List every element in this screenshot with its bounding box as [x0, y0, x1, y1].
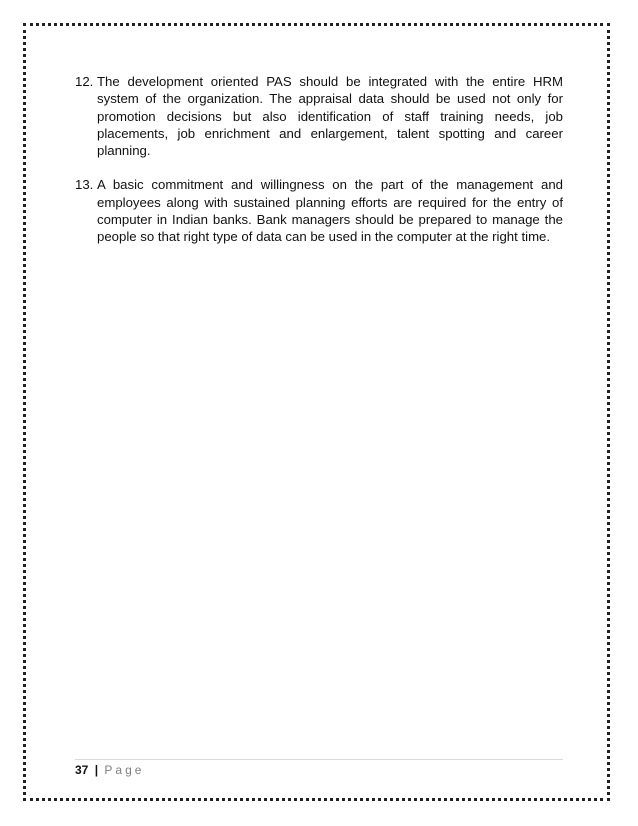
list-item-12 — [75, 73, 563, 159]
list-item-number: 12. — [75, 74, 94, 89]
footer-divider — [75, 759, 563, 760]
footer-separator: | — [94, 763, 99, 777]
document-body — [75, 73, 563, 263]
list-item-text: A basic commitment and willingness on the part of the management and employees along with sustained planning efforts are required for the entry of computer in Indian banks. Bank managers should be prepared to manage the people so that right type of data can be used in the computer at the right time. — [97, 177, 563, 245]
page-number: 37 — [75, 763, 89, 777]
page-label: Page — [104, 763, 145, 777]
list-item-number: 13. — [75, 177, 94, 193]
list-item-text: The development oriented PAS should be integrated with the entire HRM system of the organization. The appraisal data should be used not only for promotion decisions but also identification of staff training needs, job placements, job enrichment and enlargement, talent spotting and career planning. — [97, 74, 563, 159]
list-item-13 — [75, 176, 563, 245]
page-footer — [75, 763, 144, 777]
